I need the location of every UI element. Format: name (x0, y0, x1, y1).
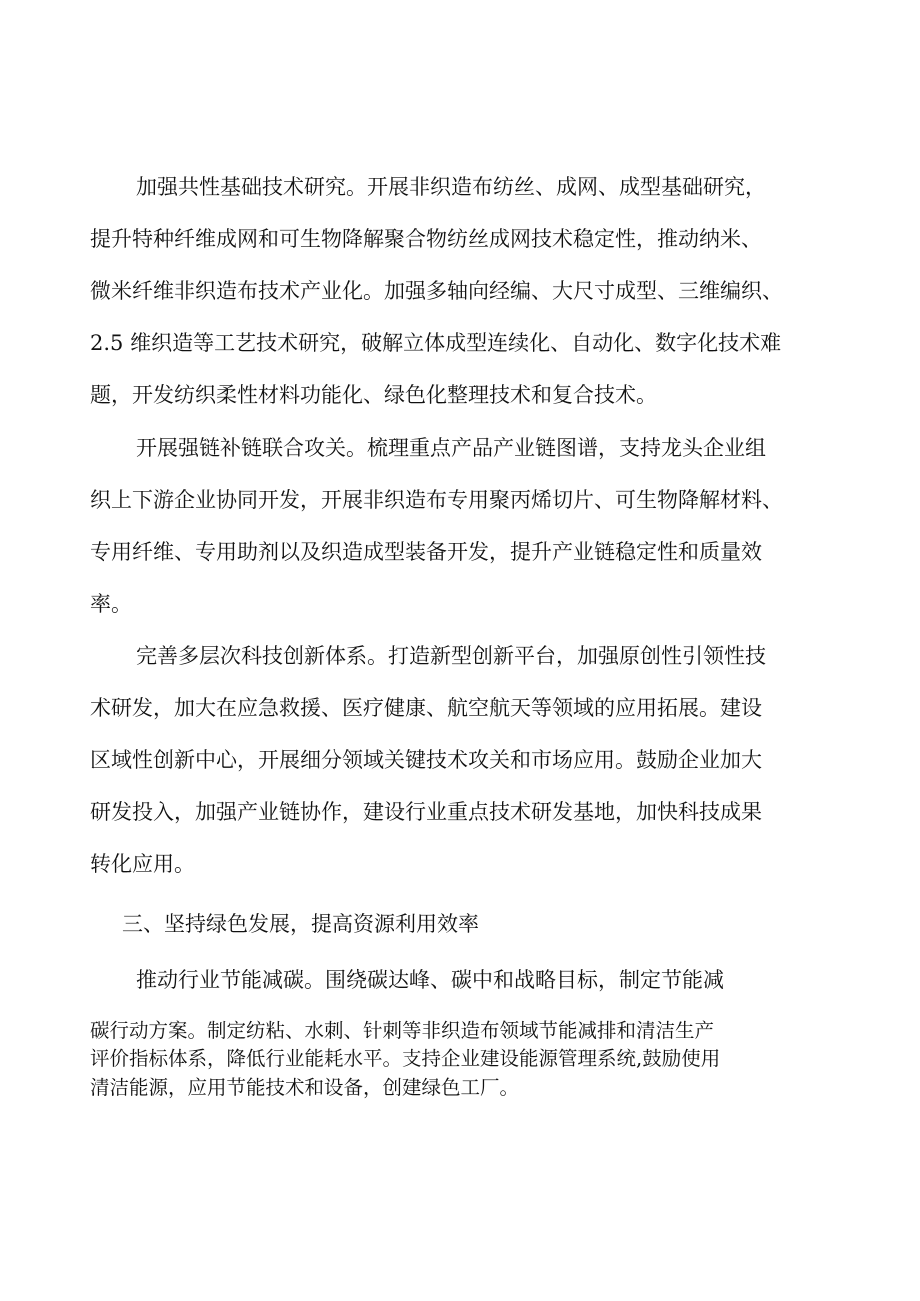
paragraph-line: 碳行动方案。制定纺粘、水刺、针刺等非织造布领域节能减排和清洁生产 (90, 1019, 715, 1042)
paragraph-line: 专用纤维、专用助剂以及织造成型装备开发，提升产业链稳定性和质量效 (90, 540, 762, 564)
paragraph-line: 术研发，加大在应急救援、医疗健康、航空航天等领域的应用拓展。建设 (90, 696, 762, 720)
paragraph-line: 微米纤维非织造布技术产业化。加强多轴向经编、大尺寸成型、三维编织、 (90, 279, 783, 303)
paragraph-line: 转化应用。 (90, 852, 195, 876)
paragraph-line: 提升特种纤维成网和可生物降解聚合物纺丝成网技术稳定性，推动纳米、 (90, 227, 762, 251)
paragraph-line: 区域性创新中心，开展细分领域关键技术攻关和市场应用。鼓励企业加大 (90, 748, 762, 772)
paragraph-line: 率。 (90, 592, 132, 616)
paragraph-line: 清洁能源，应用节能技术和设备，创建绿色工厂。 (90, 1076, 520, 1099)
paragraph-line: 开展强链补链联合攻关。梳理重点产品产业链图谱，支持龙头企业组 (136, 436, 766, 460)
paragraph-line: 完善多层次科技创新体系。打造新型创新平台，加强原创性引领性技 (136, 644, 766, 668)
paragraph-line: 织上下游企业协同开发，开展非织造布专用聚丙烯切片、可生物降解材料、 (90, 488, 783, 512)
section-heading: 三、坚持绿色发展，提高资源利用效率 (122, 912, 479, 936)
paragraph-line: 加强共性基础技术研究。开展非织造布纺丝、成网、成型基础研究， (136, 175, 766, 199)
paragraph-line: 2.5 维织造等工艺技术研究，破解立体成型连续化、自动化、数字化技术难 (90, 331, 782, 355)
paragraph-line: 题，开发纺织柔性材料功能化、绿色化整理技术和复合技术。 (90, 383, 657, 407)
paragraph-line: 研发投入，加强产业链协作，建设行业重点技术研发基地，加快科技成果 (90, 800, 762, 824)
paragraph-line: 评价指标体系，降低行业能耗水平。支持企业建设能源管理系统,鼓励使用 (90, 1047, 721, 1070)
paragraph-line: 推动行业节能减碳。围绕碳达峰、碳中和战略目标，制定节能减 (136, 968, 724, 992)
